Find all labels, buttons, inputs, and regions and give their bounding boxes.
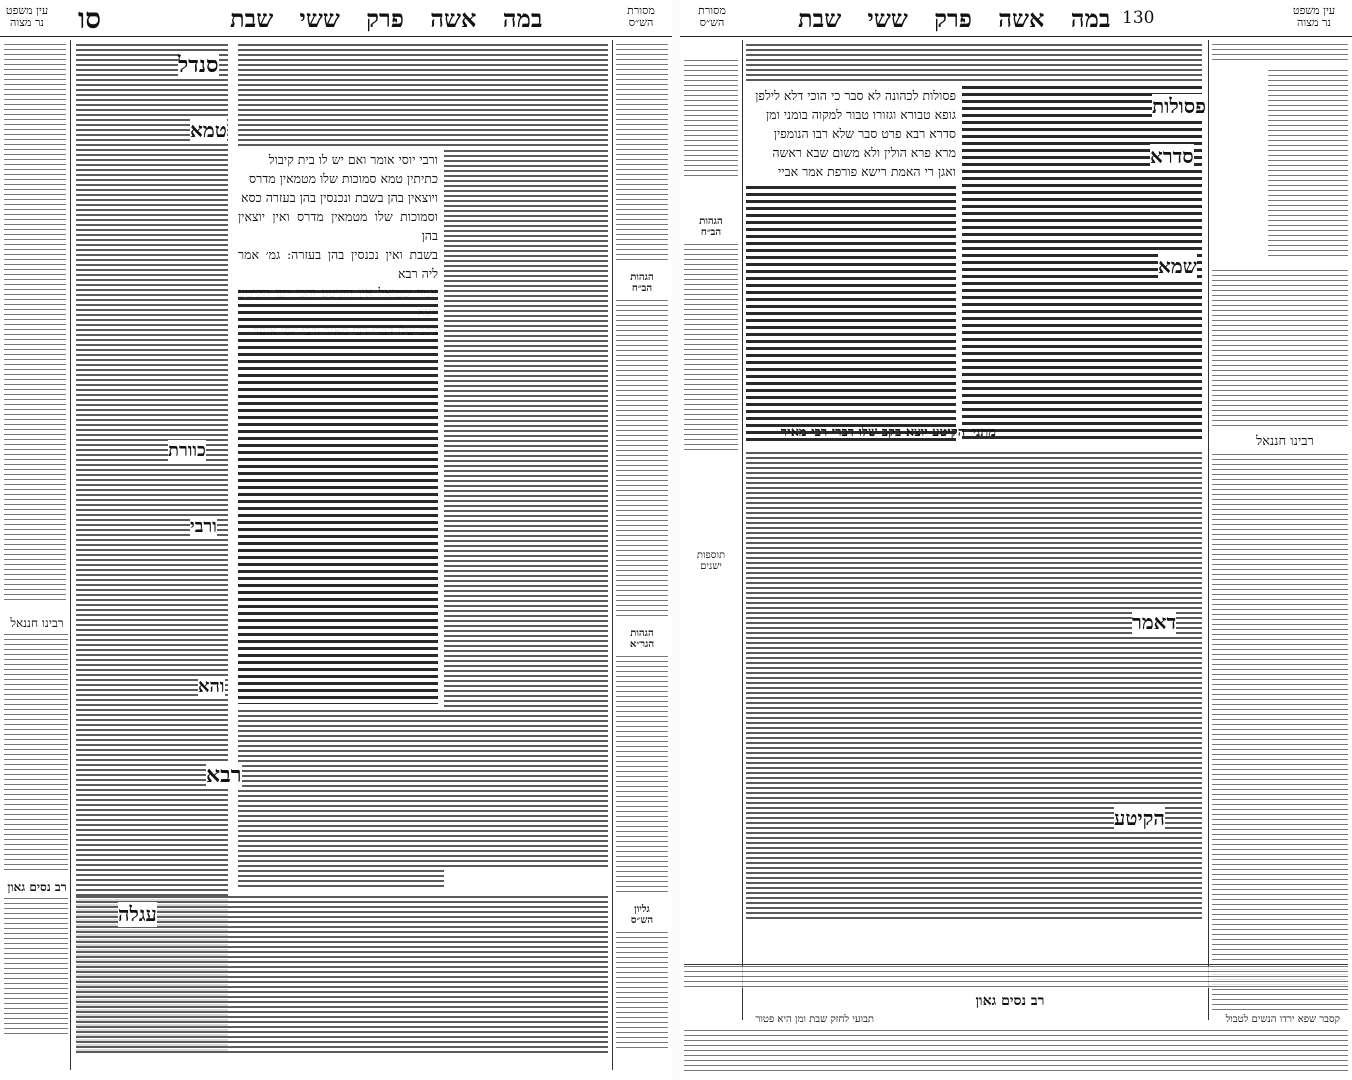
tosafot-continued [238, 710, 444, 890]
rav-nissim-gaon-column [4, 898, 68, 1038]
gilyon-hashas-title: גליון הש״ס [616, 904, 668, 926]
headword-veha: והא [198, 676, 225, 697]
mishna-text: מתני׳ הקיטע יוצא בקב שלו דברי רבי מאיר [780, 425, 996, 440]
masoret-label: מסורת הש״ס [627, 4, 655, 29]
mishna-line [746, 424, 996, 446]
rabbenu-hananel-title: רבינו חננאל [1240, 436, 1330, 447]
ein-mishpat-column [1268, 70, 1348, 260]
rashi-top [746, 44, 1202, 84]
masoret-label: מסורת הש״ס [698, 4, 726, 29]
right-page-header [680, 2, 1352, 37]
headword-shema: שמא [1158, 254, 1197, 278]
page-label: סו [78, 2, 102, 35]
right-page [680, 0, 1352, 1080]
chapter-title: במה אשה פרק ששי שבת [230, 4, 543, 33]
gemara-text [238, 150, 438, 704]
ein-mishpat-label: עין משפט נר מצוה [1292, 4, 1336, 29]
gemara-line: גופא טבורא וגזורו טבור למקוה בומני ומן [766, 107, 956, 122]
hagahot-habach-column [684, 244, 738, 454]
masoret-column [684, 60, 738, 180]
tosafot-yeshanim-title: תוספות ישנים [684, 550, 738, 572]
rashi-column [444, 150, 608, 870]
headword-sandal: סנדל [178, 52, 219, 78]
left-page-header [0, 2, 672, 37]
headword-egla: עגלה [118, 902, 157, 926]
footer-line: קסבר שפא ירדו הנשים לטבול [1225, 1014, 1340, 1025]
hagahot-hagra-column [616, 656, 668, 896]
rashi-lower [746, 452, 1202, 922]
headword-kavarot: כוורת [168, 440, 206, 461]
divider [742, 40, 743, 1020]
rabbenu-hananel-column [1212, 454, 1348, 1014]
gemara-line: בשבת ואין נכנסין בהן בעזרה: גמ׳ אמר ליה רבא [238, 247, 438, 281]
gemara-line: וסמוכות שלו מטמאין מדרס ואין יוצאין בהן [238, 209, 438, 243]
rabbenu-hananel-title: רבינו חננאל [8, 618, 66, 629]
gemara-line: ואגן רי האמת רישא פורפת אמר אביי [778, 164, 956, 179]
gemara-line: מרא פרא הולין ולא משום שבא ראשה [772, 145, 956, 160]
ein-mishpat-header-note [1212, 44, 1348, 62]
page-number: 130 [1122, 8, 1155, 28]
rashi-top [238, 44, 608, 148]
footer-line: תבועי לחזק שבת ומן היא פטור [755, 1014, 874, 1025]
hagahot-habach-column [616, 300, 668, 620]
gemara-line: ורבי יוסי אומר ואם יש לו בית קיבול [268, 152, 438, 167]
gemara-text [746, 86, 956, 442]
headword-deamar: דאמר [1132, 610, 1177, 634]
left-page [0, 0, 672, 1080]
headword-verabi: ורבי [190, 516, 217, 537]
rav-nissim-gaon-title: רב נסים גאון [7, 880, 67, 894]
hagahot-habach-title: הגהות הב״ח [684, 216, 738, 238]
ein-mishpat-column [4, 44, 66, 604]
book-gutter [672, 0, 680, 1080]
divider [612, 40, 613, 1070]
footer-rule [684, 964, 1348, 965]
chapter-title: במה אשה פרק ששי שבת [798, 4, 1111, 33]
gemara-line: סדרא רבא פרט סבר שלא רבו הנומפין [773, 126, 956, 141]
headword-hakitea: הקיטע [1114, 806, 1165, 830]
headword-sadra: סדרא [1150, 144, 1194, 168]
footer-text [684, 1030, 1348, 1074]
ein-mishpat-label: עין משפט נר מצוה [5, 4, 49, 29]
rav-nissim-gaon-title: רב נסים גאון [930, 996, 1090, 1007]
gemara-line: פסולות לכהונה לא סבר כי הוכי דלא לילפן [755, 88, 956, 103]
divider [70, 40, 71, 1070]
masoret-column [616, 44, 668, 264]
headword-pesulot: פסולות [1152, 94, 1207, 118]
gilyon-hashas-column [616, 932, 668, 1052]
headword-raba: רבא [206, 762, 242, 788]
headword-tamei: טמא [190, 118, 227, 142]
gemara-line: כתיתין טמא סמוכות שלו מטמאין מדרס [249, 171, 438, 186]
tosafot-column [1212, 270, 1348, 430]
footnote-lines [684, 966, 1348, 988]
gemara-line: ויוצאין בהן בשבת ונכנסין בהן בעזרה כסא [241, 190, 438, 205]
rabbenu-hananel-column [4, 634, 68, 874]
hagahot-hagra-title: הגהות הגר״א [616, 628, 668, 650]
hagahot-habach-title: הגהות הב״ח [616, 272, 668, 294]
divider [1208, 40, 1209, 1020]
